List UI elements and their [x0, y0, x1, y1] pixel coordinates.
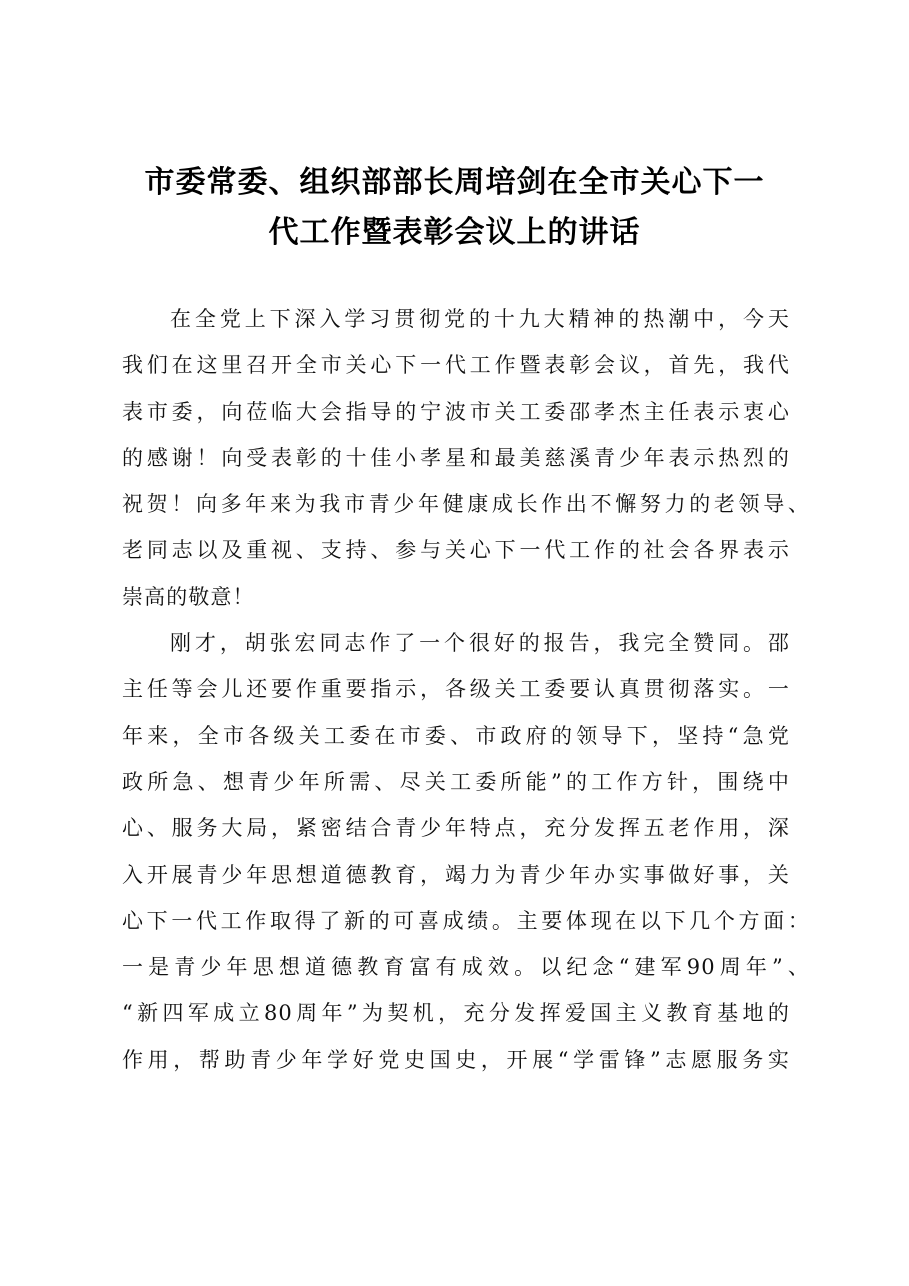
text-line: 心下一代工作取得了新的可喜成绩。主要体现在以下几个方面：: [122, 908, 810, 933]
text-line: 我们在这里召开全市关心下一代工作暨表彰会议，首先，我代: [122, 353, 790, 378]
title-line: 市委常委、组织部部长周培剑在全市关心下一: [144, 165, 765, 200]
text-line: 表市委，向莅临大会指导的宁波市关工委邵孝杰主任表示衷心: [122, 399, 790, 424]
text-line: 心、服务大局，紧密结合青少年特点，充分发挥五老作用，深: [122, 816, 790, 841]
text-line: 崇高的敬意！: [122, 584, 255, 609]
paragraph-2: [122, 620, 822, 1083]
text-line: 政所急、想青少年所需、尽关工委所能”的工作方针，围绕中: [122, 769, 790, 794]
text-line: 在全党上下深入学习贯彻党的十九大精神的热潮中，今天: [170, 307, 790, 331]
text-line: “新四军成立80周年”为契机，充分发挥爱国主义教育基地的: [122, 1001, 790, 1026]
title-line: 代工作暨表彰会议上的讲话: [268, 215, 641, 250]
text-line: 主任等会儿还要作重要指示，各级关工委要认真贯彻落实。一: [122, 677, 790, 702]
text-line: 老同志以及重视、支持、参与关心下一代工作的社会各界表示: [122, 538, 790, 563]
document-body: [122, 296, 822, 1083]
text-line: 祝贺！向多年来为我市青少年健康成长作出不懈努力的老领导、: [122, 492, 810, 517]
text-line: 刚才，胡张宏同志作了一个很好的报告，我完全赞同。邵: [170, 631, 790, 656]
text-line: 作用，帮助青少年学好党史国史，开展“学雷锋”志愿服务实: [122, 1047, 790, 1072]
text-line: 入开展青少年思想道德教育，竭力为青少年办实事做好事，关: [122, 862, 790, 887]
text-line: 年来，全市各级关工委在市委、市政府的领导下，坚持“急党: [122, 723, 790, 748]
paragraph-1: [122, 296, 822, 620]
text-line: 的感谢！向受表彰的十佳小孝星和最美慈溪青少年表示热烈的: [122, 445, 790, 470]
text-line: 一是青少年思想道德教育富有成效。以纪念“建军90周年”、: [122, 955, 810, 980]
document-title: [100, 158, 809, 258]
